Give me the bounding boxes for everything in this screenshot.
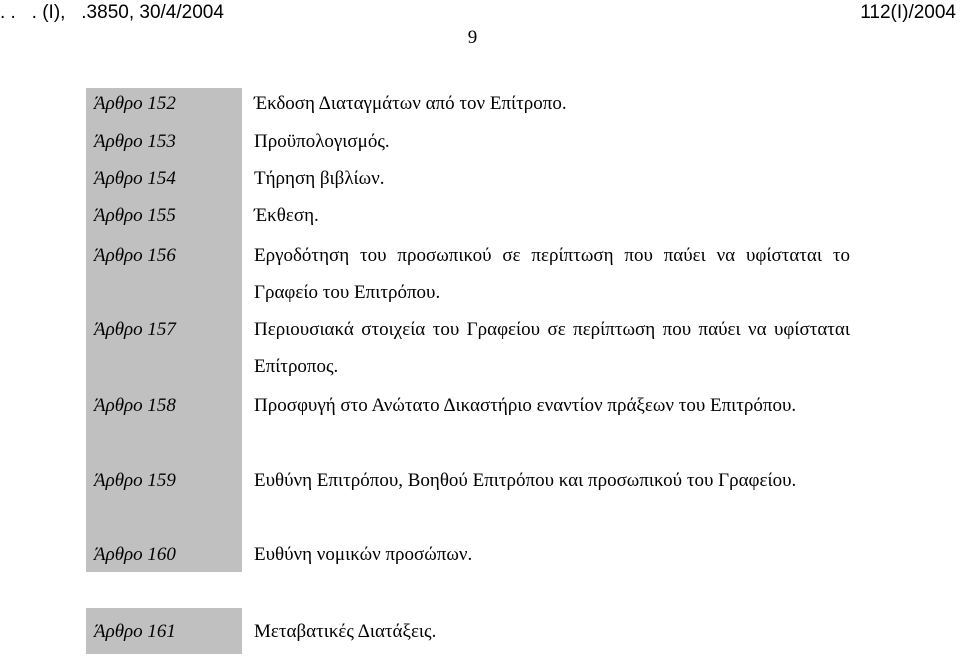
article-title-160: Ευθύνη νομικών προσώπων.	[254, 544, 473, 565]
article-label-159: Άρθρο 159	[94, 470, 176, 491]
article-label-155: Άρθρο 155	[94, 205, 176, 226]
page-number: 9	[467, 27, 478, 48]
article-title-157: Περιουσιακά στοιχεία του Γραφείου σε περίπτωση που παύει να υφίσταται Επίτροπος.	[254, 319, 850, 377]
law-number: 112(I)/2004	[860, 2, 956, 23]
article-label-152: Άρθρο 152	[94, 93, 176, 114]
article-label-157: Άρθρο 157	[94, 319, 176, 340]
article-title-158: Προσφυγή στο Ανώτατο Δικαστήριο εναντίον πράξεων του Επιτρόπου.	[254, 395, 797, 416]
article-label-161: Άρθρο 161	[94, 621, 176, 642]
article-title-152: Έκδοση Διαταγμάτων από τον Επίτροπο.	[254, 93, 567, 114]
article-title-154: Τήρηση βιβλίων.	[254, 168, 385, 189]
gazette-header-left: . . . (I), .3850, 30/4/2004	[0, 2, 224, 23]
article-title-156: Εργοδότηση του προσωπικού σε περίπτωση που παύει να υφίσταται το Γραφείο του Επιτρόπου.	[254, 245, 850, 303]
article-label-154: Άρθρο 154	[94, 168, 176, 189]
article-label-160: Άρθρο 160	[94, 544, 176, 565]
article-title-153: Προϋπολογισμός.	[254, 131, 390, 152]
article-label-153: Άρθρο 153	[94, 131, 176, 152]
article-label-156: Άρθρο 156	[94, 245, 176, 266]
article-title-159: Ευθύνη Επιτρόπου, Βοηθού Επιτρόπου και προσωπικού του Γραφείου.	[254, 470, 797, 491]
article-label-158: Άρθρο 158	[94, 395, 176, 416]
article-title-161: Μεταβατικές Διατάξεις.	[254, 621, 437, 642]
article-title-155: Έκθεση.	[254, 205, 319, 226]
